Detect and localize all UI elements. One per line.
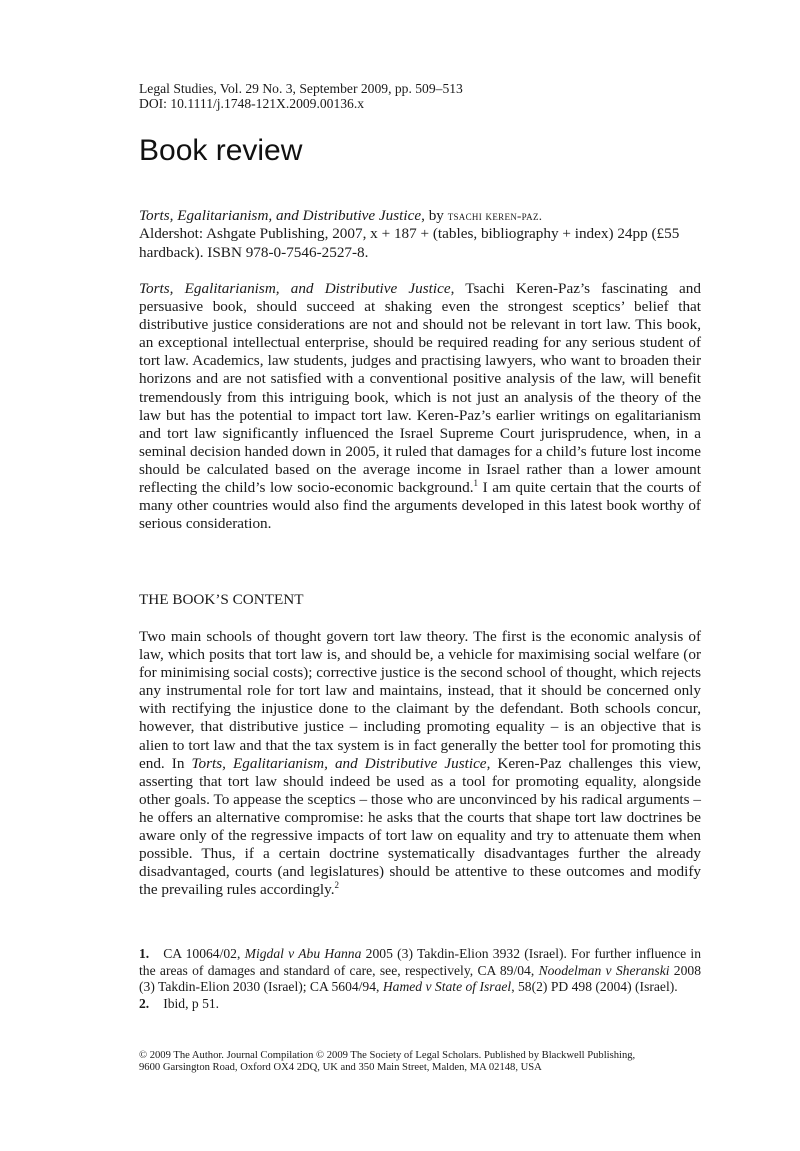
by-text: , by — [421, 207, 448, 224]
copyright-address: 9600 Garsington Road, Oxford OX4 2DQ, UK and 350 Main Street, Malden, MA 02148, USA — [139, 1062, 542, 1073]
intro-paragraph — [139, 280, 701, 533]
italic-text: Migdal v Abu Hanna — [244, 946, 362, 961]
doi: DOI: 10.1111/j.1748-121X.2009.00136.x — [139, 96, 365, 111]
italic-text: Torts, Egalitarianism, and Distributive Justice — [139, 280, 451, 297]
page-title: Book review — [139, 134, 303, 167]
footnote — [139, 996, 701, 1013]
section-heading: THE BOOK’S CONTENT — [139, 591, 304, 608]
footnote-number: 1. — [139, 946, 150, 961]
text-run: 2005 (3) Takdin-Elion 3932 (Israel). For further influence in the areas of damages and standard of care, see, respectively, CA 89/04, — [139, 946, 701, 978]
footnote-ref[interactable]: 1 — [473, 477, 479, 488]
publication-details: Aldershot: Ashgate Publishing, 2007, x + 187 + (tables, bibliography + index) 24pp (£55 hardback). ISBN 978-0-7546-2527-8. — [139, 225, 680, 261]
italic-text: Hamed v State of Israel — [382, 979, 512, 995]
text-run: CA 10064/02, — [163, 946, 245, 961]
text-run: , 58(2) PD 498 (2004) (Israel). — [511, 979, 678, 995]
journal-header — [139, 81, 701, 111]
book-author: tsachi keren-paz. — [447, 208, 543, 223]
book-citation — [139, 207, 701, 262]
footnotes — [139, 946, 701, 1012]
text-run: Ibid, p 51. — [163, 995, 220, 1011]
footnote-number: 2. — [139, 995, 150, 1011]
text-run: 2008 (3) Takdin-Elion 2030 (Israel); CA 5604/94, — [139, 962, 701, 995]
footnote — [139, 946, 701, 996]
italic-text: Noodelman v Sheranski — [538, 962, 670, 978]
book-title: Torts, Egalitarianism, and Distributive Justice — [139, 207, 422, 224]
copyright-line: © 2009 The Author. Journal Compilation © 2009 The Society of Legal Scholars. Published by Blackwell Publishing, — [139, 1050, 636, 1061]
text-run: , Keren-Paz challenges this view, asserting that tort law should indeed be used as a tool for promoting equality, alongside other goals. To appease the sceptics – those who are unconvinced by his radical arguments – he offers an alternative compromise: he asks that the courts that shape tort law doctrines be aware only of the regressive impacts of tort law on equality and try to attenuate them when possible. Thus, if a certain doctrine systematically disadvantages further the already disadvantaged, courts (and legislatures) should be attentive to these outcomes and modify the prevailing rules accordingly. — [139, 754, 701, 899]
text-run: I am quite certain that the courts of many other countries would also find the arguments developed in this latest book worthy of serious consideration. — [139, 479, 701, 533]
italic-text: Torts, Egalitarianism, and Distributive Justice — [191, 754, 487, 772]
content-paragraph — [139, 628, 701, 899]
copyright-notice — [139, 1050, 701, 1074]
journal-citation: Legal Studies, Vol. 29 No. 3, September 2009, pp. 509–513 — [139, 81, 463, 96]
text-run: Two main schools of thought govern tort law theory. The first is the economic analysis of law, which posits that tort law is, and should be, a vehicle for maximising social welfare (or for minimising social costs); corrective justice is the second school of thought, which rejects any instrumental role for tort law and maintains, instead, that it should be concerned only with rectifying the injustice done to the claimant by the defendant. Both schools concur, however, that distributive justice – including promoting equality – is an objective that is alien to tort law and that the tax system is in fact generally the better tool for promoting this end. In — [139, 628, 701, 772]
footnote-ref[interactable]: 2 — [334, 880, 340, 891]
text-run: , Tsachi Keren-Paz’s fascinating and persuasive book, should succeed at shaking even the strongest sceptics’ belief that distributive justice considerations are not and should not be relevant in tort law. This book, an exceptional intellectual enterprise, should be required reading for any serious student of tort law. Academics, law students, judges and practising lawyers, who want to broaden their horizons and are not satisfied with a conventional positive analysis of the law, will benefit tremendously from this intriguing book, which is not just an analysis of the theory of the law but has the potential to impact tort law. Keren-Paz’s earlier writings on egalitarianism and tort law significantly influenced the Israel Supreme Court jurisprudence, when, in a seminal decision handed down in 2005, it ruled that damages for a child’s future lost income should be calculated based on the average income in Israel rather than a lower amount reflecting the child’s low socio-economic background. — [139, 280, 701, 497]
